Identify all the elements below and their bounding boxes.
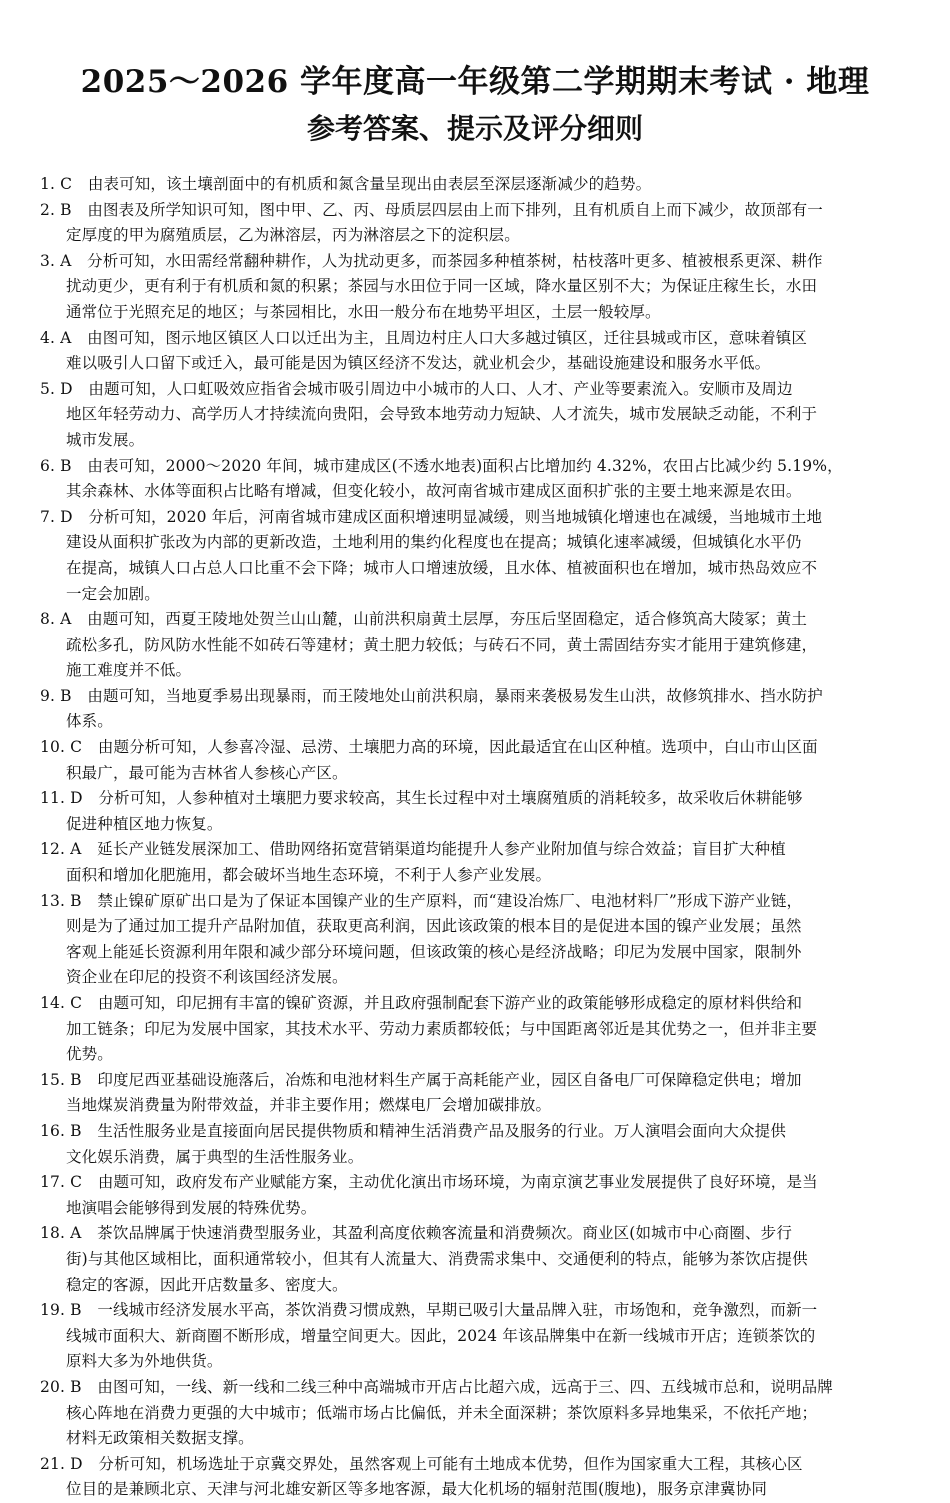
answer-line: 客观上能延长资源利用年限和减少部分环境问题，但该政策的核心是经济战略；印尼为发展中国家，限制外	[66, 942, 802, 961]
answer-item	[40, 198, 910, 249]
answer-item	[40, 1298, 910, 1375]
answer-line: 18. A 茶饮品牌属于快速消费型服务业，其盈利高度依赖客流量和消费频次。商业区(如城市中心商圈、步行	[40, 1224, 792, 1243]
answer-line: 3. A 分析可知，水田需经常翻种耕作，人为扰动更多，而茶园多种植茶树，枯枝落叶更多、植被根系更深、耕作	[40, 251, 823, 270]
answer-line: 当地煤炭消费量为附带效益，并非主要作用；燃煤电厂会增加碳排放。	[66, 1096, 552, 1115]
answer-line: 9. B 由题可知，当地夏季易出现暴雨，而王陵地处山前洪积扇，暴雨来袭极易发生山洪，故修筑排水、挡水防护	[40, 686, 823, 705]
answer-item	[40, 172, 910, 198]
answer-line: 建设从面积扩张改为内部的更新改造，土地利用的集约化程度也在提高；城镇化速率减缓，但城镇化水平仍	[66, 533, 802, 552]
answer-line: 稳定的客源，因此开店数量多、密度大。	[66, 1275, 348, 1294]
answer-line: 促进种植区地力恢复。	[66, 814, 223, 833]
answer-line: 12. A 延长产业链发展深加工、借助网络拓宽营销渠道均能提升人参产业附加值与综合效益；盲目扩大种植	[40, 840, 786, 859]
answer-line: 难以吸引人口留下或迁入，最可能是因为镇区经济不发达，就业机会少，基础设施建设和服务水平低。	[66, 354, 771, 373]
answer-line: 一定会加剧。	[66, 584, 160, 603]
answer-line: 8. A 由题可知，西夏王陵地处贺兰山山麓，山前洪积扇黄土层厚，夯压后坚固稳定，适合修筑高大陵冢；黄土	[40, 610, 808, 629]
answer-line: 面积和增加化肥施用，都会破坏当地生态环境，不利于人参产业发展。	[66, 866, 552, 885]
answer-line: 文化娱乐消费，属于典型的生活性服务业。	[66, 1147, 364, 1166]
answer-line: 通常位于光照充足的地区；与茶园相比，水田一般分布在地势平坦区，土层一般较厚。	[66, 302, 661, 321]
answer-line: 优势。	[66, 1045, 113, 1064]
answer-line: 疏松多孔，防风防水性能不如砖石等建材；黄土肥力较低；与砖石不同，黄土需固结夯实才能用于建筑修建，	[66, 635, 818, 654]
answer-line: 城市发展。	[66, 430, 145, 449]
answer-line: 10. C 由题分析可知，人参喜冷湿、忌涝、土壤肥力高的环境，因此最适宜在山区种植。选项中，白山市山区面	[40, 738, 818, 757]
answer-line: 6. B 由表可知，2000～2020 年间，城市建成区(不透水地表)面积占比增加约 4.32%，农田占比减少约 5.19%，	[40, 456, 843, 475]
answer-line: 材料无政策相关数据支撑。	[66, 1429, 254, 1448]
answer-line: 17. C 由题可知，政府发布产业赋能方案，主动优化演出市场环境，为南京演艺事业发展提供了良好环境，是当	[40, 1173, 818, 1192]
answer-item	[40, 889, 910, 991]
answer-item	[40, 1068, 910, 1119]
answer-line: 4. A 由图可知，图示地区镇区人口以迁出为主，且周边村庄人口大多越过镇区，迁往县城或市区，意味着镇区	[40, 328, 808, 347]
answer-item	[40, 684, 910, 735]
answer-line: 定厚度的甲为腐殖质层，乙为淋溶层，丙为淋溶层之下的淀积层。	[66, 226, 520, 245]
answer-line: 扰动更少，更有利于有机质和氮的积累；茶园与水田位于同一区域，降水量区别不大；为保证庄稼生长，水田	[66, 277, 818, 296]
answer-line: 在提高，城镇人口占总人口比重不会下降；城市人口增速放缓，且水体、植被面积也在增加，城市热岛效应不	[66, 558, 818, 577]
answer-line: 16. B 生活性服务业是直接面向居民提供物质和精神生活消费产品及服务的行业。万人演唱会面向大众提供	[40, 1121, 786, 1140]
answer-line: 资企业在印尼的投资不利该国经济发展。	[66, 968, 348, 987]
answer-item	[40, 991, 910, 1068]
answer-line: 加工链条；印尼为发展中国家，其技术水平、劳动力素质都较低；与中国距离邻近是其优势之一，但并非主要	[66, 1019, 818, 1038]
answer-line: 11. D 分析可知，人参种植对土壤肥力要求较高，其生长过程中对土壤腐殖质的消耗较多，故采收后休耕能够	[40, 789, 803, 808]
answer-line: 19. B 一线城市经济发展水平高，茶饮消费习惯成熟，早期已吸引大量品牌入驻，市场饱和，竞争激烈，而新一	[40, 1301, 818, 1320]
answer-item	[40, 735, 910, 786]
answer-line: 积最广，最可能为吉林省人参核心产区。	[66, 763, 348, 782]
answer-item	[40, 505, 910, 607]
answer-line: 其余森林、水体等面积占比略有增减，但变化较小，故河南省城市建成区面积扩张的主要土地来源是农田。	[66, 482, 802, 501]
answer-item	[40, 249, 910, 326]
answer-line: 街)与其他区域相比，面积通常较小，但其有人流量大、消费需求集中、交通便利的特点，能够为茶饮店提供	[66, 1249, 808, 1268]
answer-line: 1. C 由表可知，该土壤剖面中的有机质和氮含量呈现出由表层至深层逐渐减少的趋势。	[40, 175, 652, 193]
answer-item	[40, 786, 910, 837]
answer-line: 15. B 印度尼西亚基础设施落后，冶炼和电池材料生产属于高耗能产业，园区自备电厂可保障稳定供电；增加	[40, 1070, 802, 1089]
answer-item	[40, 837, 910, 888]
page-title: 2025～2026 学年度高一年级第二学期期末考试 · 地理	[80, 64, 870, 100]
answer-line: 5. D 由题可知，人口虹吸效应指省会城市吸引周边中小城市的人口、人才、产业等要素流入。安顺市及周边	[40, 379, 793, 398]
answer-item	[40, 326, 910, 377]
answer-line: 2. B 由图表及所学知识可知，图中甲、乙、丙、母质层四层由上而下排列，且有机质自上而下减少，故顶部有一	[40, 200, 823, 219]
answer-item	[40, 1375, 910, 1452]
answer-line: 位目的是兼顾北京、天津与河北雄安新区等多地客源，最大化机场的辐射范围(腹地)，服务京津冀协同	[66, 1480, 767, 1499]
answer-line: 体系。	[66, 712, 113, 731]
answer-item	[40, 1170, 910, 1221]
answer-line: 地演唱会能够得到发展的特殊优势。	[66, 1198, 317, 1217]
answer-line: 核心阵地在消费力更强的大中城市；低端市场占比偏低，并未全面深耕；茶饮原料多异地集采，不依托产地；	[66, 1403, 818, 1422]
answer-list	[40, 172, 910, 1503]
answer-item	[40, 1452, 910, 1503]
answer-item	[40, 377, 910, 454]
answer-line: 21. D 分析可知，机场选址于京冀交界处，虽然客观上可能有土地成本优势，但作为国家重大工程，其核心区	[40, 1454, 803, 1473]
answer-item	[40, 1221, 910, 1298]
answer-line: 地区年轻劳动力、高学历人才持续流向贵阳，会导致本地劳动力短缺、人才流失，城市发展缺乏动能，不利于	[66, 405, 818, 424]
answer-item	[40, 1119, 910, 1170]
answer-line: 线城市面积大、新商圈不断形成，增量空间更大。因此，2024 年该品牌集中在新一线城市开店；连锁茶饮的	[66, 1326, 816, 1345]
answer-line: 施工难度并不低。	[66, 661, 192, 680]
answer-line: 20. B 由图可知，一线、新一线和二线三种中高端城市开店占比超六成，远高于三、四、五线城市总和，说明品牌	[40, 1377, 833, 1396]
answer-line: 7. D 分析可知，2020 年后，河南省城市建成区面积增速明显减缓，则当地城镇化增速也在减缓，当地城市土地	[40, 507, 823, 526]
answer-line: 14. C 由题可知，印尼拥有丰富的镍矿资源，并且政府强制配套下游产业的政策能够形成稳定的原材料供给和	[40, 994, 803, 1012]
page-subtitle: 参考答案、提示及评分细则	[306, 112, 643, 145]
answer-line: 13. B 禁止镍矿原矿出口是为了保证本国镍产业的生产原料，而“建设冶炼厂、电池材料厂”形成下游产业链，	[40, 891, 803, 910]
answer-line: 原料大多为外地供货。	[66, 1352, 223, 1371]
answer-line: 则是为了通过加工提升产品附加值，获取更高利润，因此该政策的根本目的是促进本国的镍产业发展；虽然	[66, 917, 802, 936]
answer-item	[40, 607, 910, 684]
answer-item	[40, 454, 910, 505]
